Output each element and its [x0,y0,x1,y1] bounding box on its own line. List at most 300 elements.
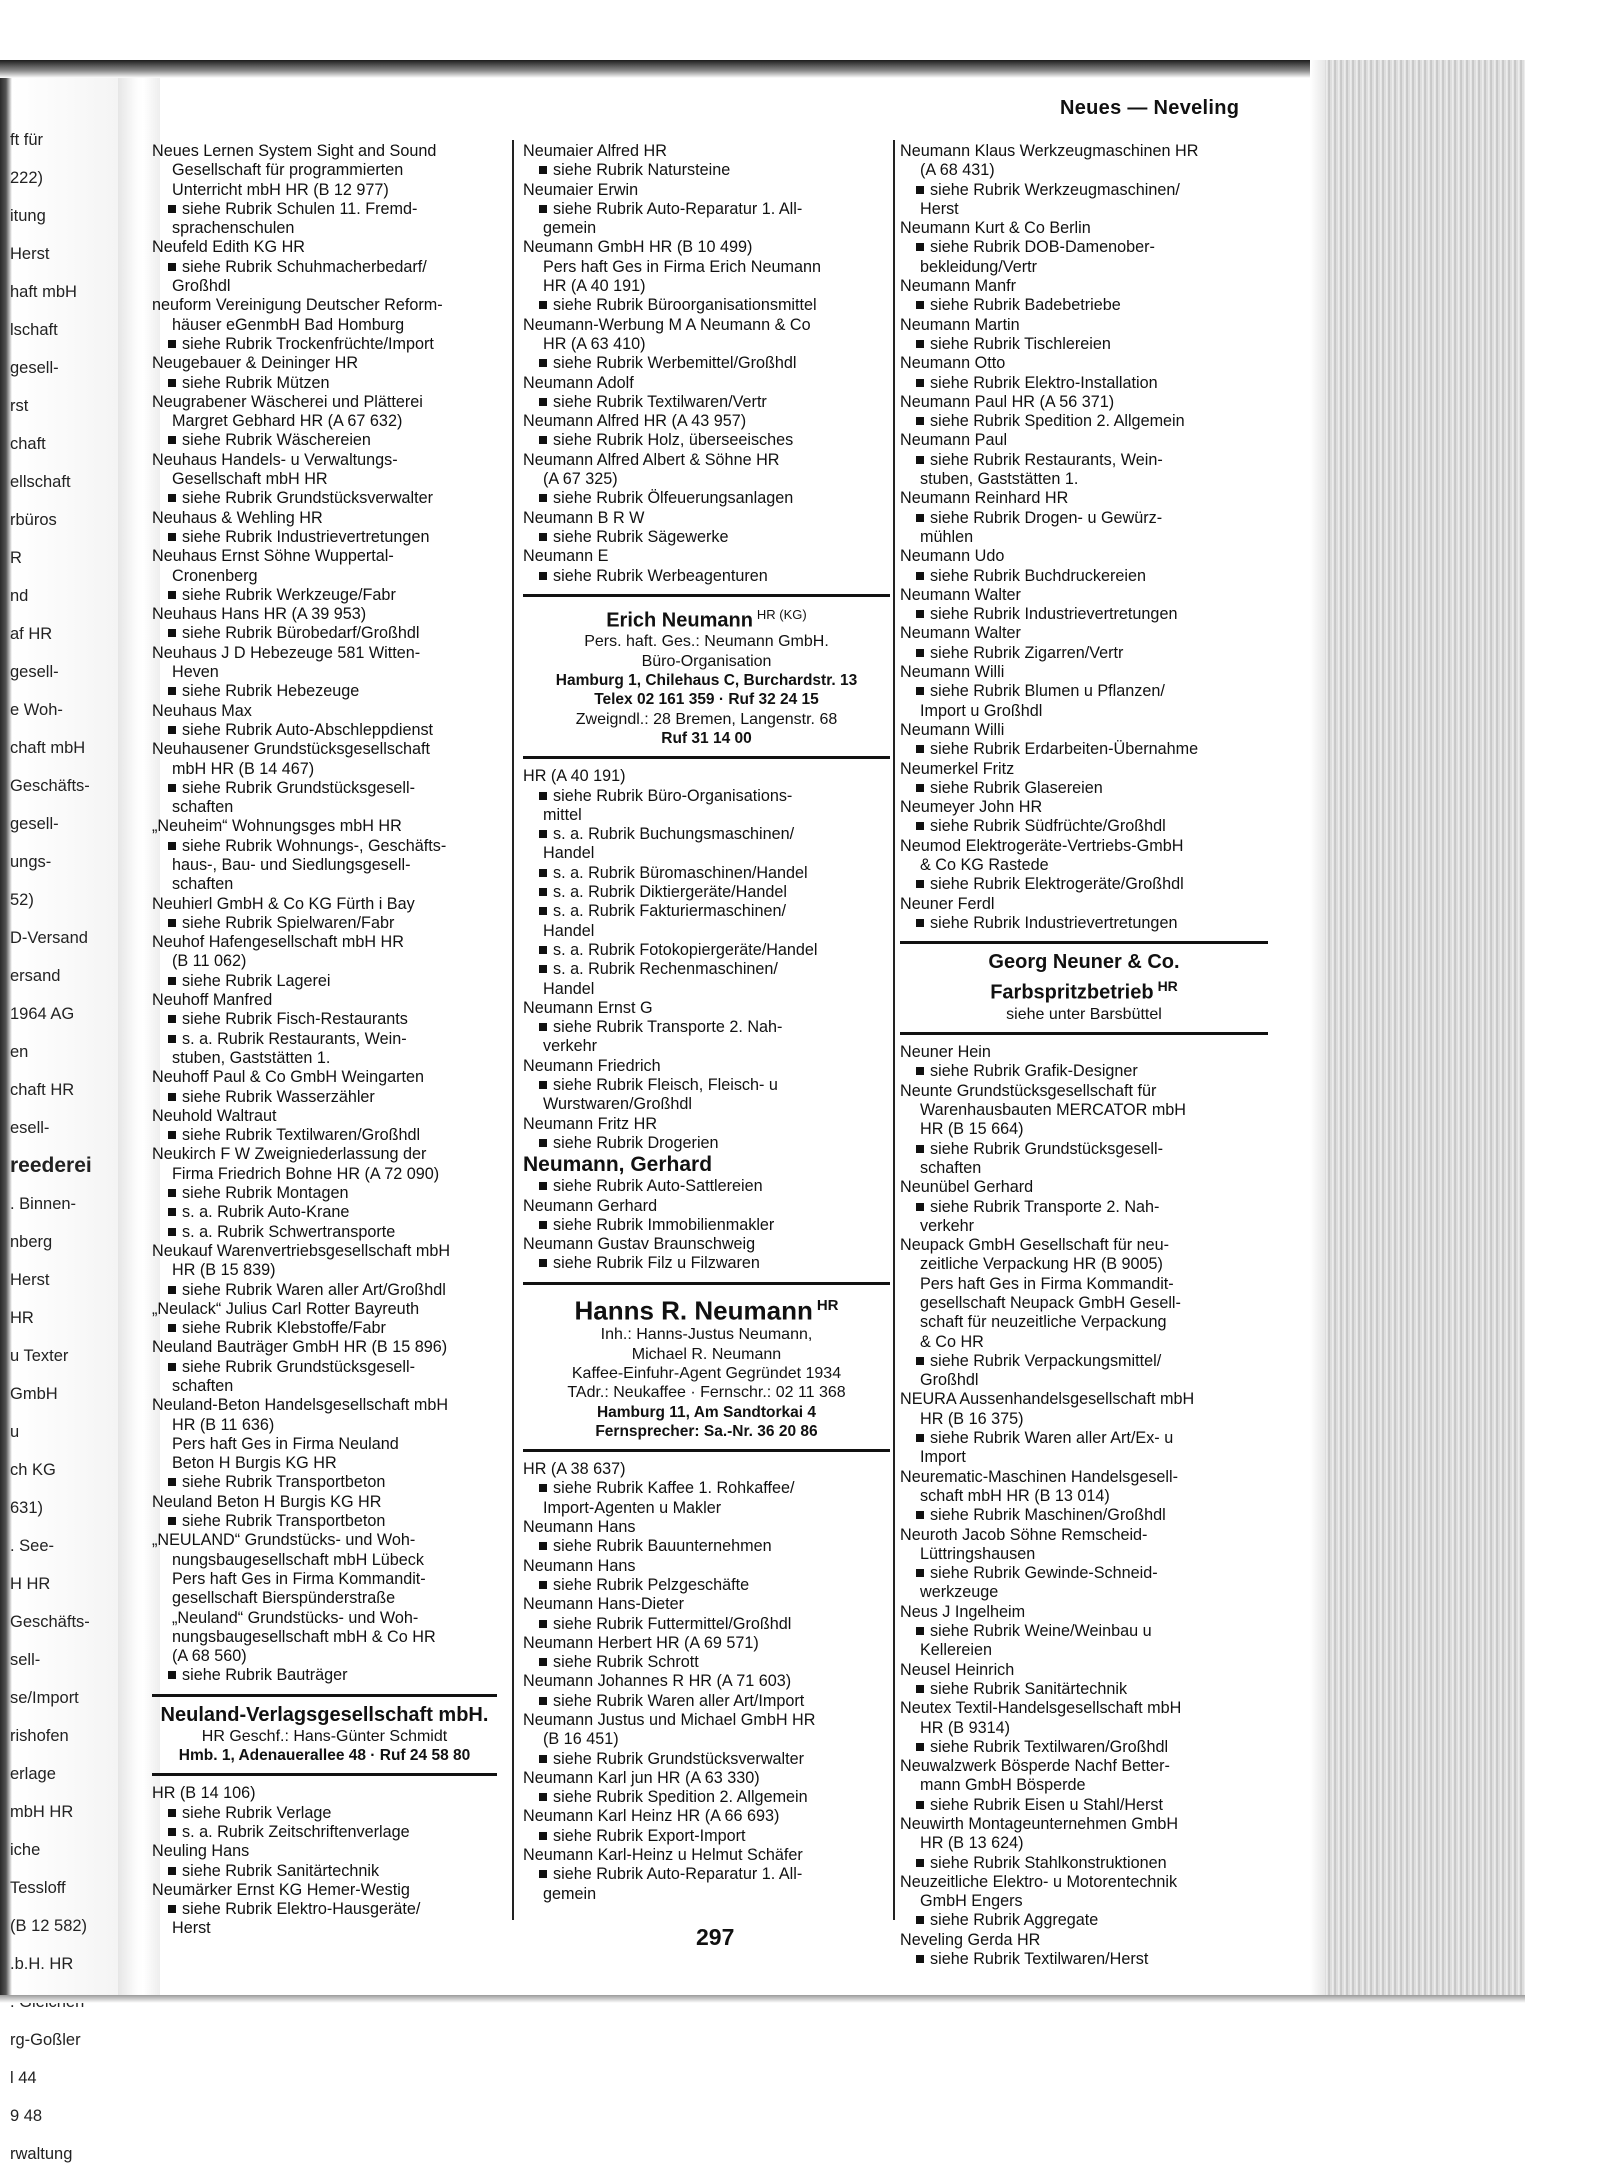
left-page-fragment: itung [10,207,46,225]
directory-entry [523,767,890,999]
left-page-fragment: nberg [10,1233,53,1251]
entry-line: Margret Gebhard HR (A 67 632) [172,412,403,431]
entry-line: siehe Rubrik Werkzeuge/Fabr [152,586,497,605]
entry-line: siehe Rubrik Stahlkonstruktionen [900,1854,1268,1873]
directory-entry [900,1931,1268,1970]
ad-line: Büro-Organisation [641,652,772,670]
entry-line: Pers haft Ges in Firma Erich Neumann [543,257,821,276]
left-page-fragment: sell- [10,1651,41,1669]
left-page-fragment: 1964 AG [10,1005,75,1023]
entry-line: mbH HR (B 14 467) [172,759,315,778]
entry-line: verkehr [920,1216,974,1235]
directory-entry [900,219,1268,277]
bullet-square [539,907,547,915]
bullet-square [916,784,924,792]
entry-line: Neuhaus & Wehling HR [152,508,323,527]
entry-line: Neumann Friedrich [523,1056,661,1075]
left-page-fragment: rbüros [10,511,57,529]
entry-line: Neurematic-Maschinen Handelsgesell- [900,1467,1179,1486]
entry-line: HR (A 38 637) [523,1460,626,1479]
entry-line: Unterricht mbH HR (B 12 977) [172,180,389,199]
directory-entry [152,1107,497,1146]
directory-entry [523,451,890,509]
entry-line: siehe Rubrik Zigarren/Vertr [900,644,1268,663]
entry-line: siehe Rubrik Wasserzähler [152,1088,497,1107]
left-page-fragment: mbH HR [10,1803,74,1821]
entry-line: (A 67 325) [543,470,618,489]
entry-line: Neumann Fritz HR [523,1114,658,1133]
left-page-fragment: ch KG [10,1461,56,1479]
directory-entry [152,1338,497,1396]
advertisement-georg-neuner [900,941,1268,1035]
entry-line: Neuner Ferdl [900,894,995,913]
left-page-fragment: .b.H. HR [10,1955,74,1973]
left-page-fragment: 222) [10,169,44,187]
bullet-square [539,869,547,877]
entry-line: siehe Rubrik Industrievertretungen [900,605,1268,624]
entry-line: siehe Rubrik Aggregate [900,1911,1268,1930]
ad-title-name: Erich Neumann [606,609,753,632]
entry-line: gesellschaft Bierspünderstraße [172,1589,396,1608]
ad-line: TAdr.: Neukaffee · Fernschr.: 02 11 368 [567,1384,846,1402]
bullet-square [916,1859,924,1867]
entry-line: siehe Rubrik Spedition 2. Allgemein [523,1788,890,1807]
entry-line: siehe Rubrik Maschinen/Großhdl [900,1506,1268,1525]
entry-line: siehe Rubrik Spielwaren/Fabr [152,914,497,933]
entry-line: siehe Rubrik Schulen 11. Fremd- [152,200,497,219]
left-page-fragment: rishofen [10,1727,69,1745]
entry-line: HR (A 40 191) [543,277,646,296]
bullet-square [916,1801,924,1809]
directory-entry [900,837,1268,895]
bullet-square [168,1035,176,1043]
entry-line: siehe Rubrik Industrievertretungen [152,528,497,547]
directory-entry [900,1468,1268,1526]
column-divider [893,140,895,1920]
entry-line: siehe Rubrik Auto-Abschleppdienst [152,721,497,740]
entry-line: GmbH Engers [920,1892,1023,1911]
entry-line: siehe Rubrik Holz, überseeisches [523,431,890,450]
left-page-fragment: rwaltung [10,2145,73,2163]
directory-entry [523,1807,890,1846]
entry-line: (B 11 062) [172,952,247,971]
bullet-square [168,1093,176,1101]
entry-line: siehe Rubrik Pelzgeschäfte [523,1576,890,1595]
entry-line: siehe Rubrik Schuhmacherbedarf/ [152,258,497,277]
bullet-square [539,436,547,444]
bullet-square [168,379,176,387]
left-page-fragment: en [10,1043,29,1061]
bullet-square [916,1067,924,1075]
bullet-square [539,965,547,973]
entry-line: Neumann Otto [900,354,1006,373]
bullet-square [168,1228,176,1236]
directory-entry [900,1603,1268,1661]
entry-line: Gesellschaft für programmierten [172,161,404,180]
entry-line: Neuhaus Handels- u Verwaltungs- [152,450,398,469]
left-page-fragment: H HR [10,1575,51,1593]
entry-line: Neumann Gerhard [523,1196,658,1215]
left-page-fragments [10,130,125,2163]
left-page-fragment: lschaft [10,321,58,339]
directory-entry [900,760,1268,799]
entry-line: NEURA Aussenhandelsgesellschaft mbH [900,1390,1195,1409]
directory-entry [900,1082,1268,1178]
left-page-fragment: se/Import [10,1689,79,1707]
entry-line: siehe Rubrik Fisch-Restaurants [152,1010,497,1029]
bullet-square [168,1517,176,1525]
bullet-square [916,186,924,194]
left-page-fragment: iche [10,1841,41,1859]
entry-line: (A 68 431) [920,161,995,180]
entry-line: Import-Agenten u Makler [543,1498,722,1517]
bottom-edge-shadow [0,1995,1525,2003]
bullet-square [168,1208,176,1216]
left-page-fragment: ft für [10,131,44,149]
bullet-square [539,359,547,367]
left-page-fragment: . Binnen- [10,1195,77,1213]
entry-line: Neumann B R W [523,508,645,527]
entry-line: Neuwalzwerk Bösperde Nachf Better- [900,1757,1170,1776]
entry-line: siehe Rubrik Grundstücksgesell- [900,1140,1268,1159]
directory-entry [900,547,1268,586]
entry-line: siehe Rubrik Elektrogeräte/Großhdl [900,875,1268,894]
bullet-square [916,1145,924,1153]
left-page-fragment: ersand [10,967,61,985]
left-page-fragment: Herst [10,1271,50,1289]
bullet-square [539,1182,547,1190]
entry-line: HR (B 15 839) [172,1261,276,1280]
entry-line: siehe Rubrik Export-Import [523,1827,890,1846]
directory-entry [523,142,890,181]
entry-line: siehe Rubrik Textilwaren/Großhdl [900,1738,1268,1757]
directory-entry [523,1846,890,1904]
bullet-square [916,456,924,464]
ad-line: Zweigndl.: 28 Bremen, Langenstr. 68 [575,710,838,728]
directory-entry [523,181,890,239]
entry-line: siehe Rubrik Sägewerke [523,528,890,547]
directory-entry [152,1300,497,1339]
entry-line: Heven [172,663,219,682]
entry-line: zeitliche Verpackung HR (B 9005) [920,1255,1163,1274]
entry-line: nungsbaugesellschaft mbH Lübeck [172,1550,424,1569]
directory-entry [523,547,890,586]
left-page-fragment: gesell- [10,663,59,681]
directory-entry [523,1235,890,1274]
directory-entry [523,1115,890,1154]
entry-line: siehe Rubrik Transportbeton [152,1473,497,1492]
entry-line: gemein [543,219,597,238]
directory-column-2 [523,142,890,1904]
entry-line: sprachenschulen [172,219,295,238]
left-page-fragment: (B 12 582) [10,1917,88,1935]
directory-entry [523,1557,890,1596]
entry-line: Neuhaus Hans HR (A 39 953) [152,605,367,624]
bullet-square [539,1581,547,1589]
bullet-square [539,572,547,580]
left-page-fragment: u Texter [10,1347,69,1365]
entry-line: Neumann Paul [900,431,1008,450]
ad-line: Inh.: Hanns-Justus Neumann, [600,1326,813,1344]
directory-entry [152,817,497,894]
entry-line: „Neuheim“ Wohnungsges mbH HR [152,817,402,836]
entry-line: Neuhoff Paul & Co GmbH Weingarten [152,1068,425,1087]
entry-line: siehe Rubrik Buchdruckereien [900,567,1268,586]
ad-title: Neuland-Verlagsgesellschaft mbH. [160,1703,489,1726]
directory-entry [900,798,1268,837]
entry-line: Neukirch F W Zweigniederlassung der [152,1145,427,1164]
entry-line: siehe Rubrik Kaffee 1. Rohkaffee/ [523,1479,890,1498]
entry-line: Neus J Ingelheim [900,1602,1026,1621]
entry-line: Pers haft Ges in Firma Neuland [172,1434,399,1453]
entry-line: Neusel Heinrich [900,1660,1015,1679]
left-page-fragment: ungs- [10,853,52,871]
directory-entry [152,142,497,238]
directory-entry [900,316,1268,355]
entry-line: & Co KG Rastede [920,855,1049,874]
bullet-square [916,243,924,251]
entry-line: Neumärker Ernst KG Hemer-Westig [152,1880,410,1899]
entry-line: Neuroth Jacob Söhne Remscheid- [900,1525,1148,1544]
directory-entry [900,1526,1268,1603]
left-page-fragment: 631) [10,1499,44,1517]
ad-contact-line: Hmb. 1, Adenauerallee 48 · Ruf 24 58 80 [178,1747,471,1765]
entry-line: Cronenberg [172,566,258,585]
directory-entry [523,1711,890,1769]
entry-line: Neveling Gerda HR [900,1930,1041,1949]
entry-line: neuform Vereinigung Deutscher Reform- [152,296,443,315]
bullet-square [916,880,924,888]
entry-line: bekleidung/Vertr [920,257,1037,276]
directory-entry [900,277,1268,316]
entry-line: siehe Rubrik Klebstoffe/Fabr [152,1319,497,1338]
bullet-square [916,1916,924,1924]
entry-line: s. a. Rubrik Restaurants, Wein- [152,1030,497,1049]
entry-line: Neupack GmbH Gesellschaft für neu- [900,1236,1170,1255]
directory-entry [523,1672,890,1711]
entry-line: siehe Rubrik Werkzeugmaschinen/ [900,181,1268,200]
left-page-fragment: R [10,549,22,567]
directory-entry [152,933,497,991]
entry-line: Import u Großhdl [920,701,1043,720]
bullet-square [168,205,176,213]
entry-line: siehe Rubrik Filz u Filzwaren [523,1254,890,1273]
entry-line: siehe Rubrik Wäschereien [152,431,497,450]
entry-line: Neunte Grundstücksgesellschaft für [900,1081,1157,1100]
entry-line: siehe Rubrik Eisen u Stahl/Herst [900,1796,1268,1815]
directory-entry [152,354,497,393]
bullet-square [168,1189,176,1197]
directory-entry [900,895,1268,934]
entry-line: Neumann Hans [523,1556,636,1575]
entry-line: siehe Rubrik Mützen [152,374,497,393]
entry-line: Neuzeitliche Elektro- u Motorentechnik [900,1872,1178,1891]
bullet-square [168,1867,176,1875]
left-page-fragment: u [10,1423,20,1441]
bullet-square [916,1357,924,1365]
directory-entry [152,1396,497,1492]
left-page-fragment: chaft HR [10,1081,75,1099]
entry-line: siehe Rubrik Hebezeuge [152,682,497,701]
directory-entry [900,142,1268,219]
bullet-square [916,572,924,580]
bullet-square [168,1015,176,1023]
bullet-square [539,301,547,309]
bullet-square [168,591,176,599]
entry-line: HR (B 15 664) [920,1120,1024,1139]
bullet-square [168,1131,176,1139]
directory-entry [900,431,1268,489]
bullet-square [539,1221,547,1229]
bullet-square [539,533,547,541]
bullet-square [168,1905,176,1913]
entry-line: Neumann Klaus Werkzeugmaschinen HR [900,142,1199,160]
entry-line: Import [920,1448,966,1467]
entry-line: stuben, Gaststätten 1. [172,1048,331,1067]
entry-line: Neumann Alfred Albert & Söhne HR [523,450,780,469]
directory-entry [900,586,1268,625]
entry-line: Neues Lernen System Sight and Sound [152,142,437,160]
directory-entry [152,605,497,644]
entry-line: Neuwirth Montageunternehmen GmbH [900,1815,1179,1833]
entry-line: siehe Rubrik Bauunternehmen [523,1537,890,1556]
entry-line: Gesellschaft mbH HR [172,470,328,489]
directory-entry [900,624,1268,663]
bullet-square [168,494,176,502]
entry-line: Neumann Herbert HR (A 69 571) [523,1633,759,1652]
entry-line: siehe Rubrik Transporte 2. Nah- [900,1198,1268,1217]
entry-line: siehe Rubrik Textilwaren/Herst [900,1950,1268,1969]
entry-line: Neumann Willi [900,663,1005,682]
entry-line: Neuland-Beton Handelsgesellschaft mbH [152,1396,449,1415]
entry-line: siehe Rubrik Drogerien [523,1134,890,1153]
entry-line: Großhdl [172,277,231,296]
entry-line: siehe Rubrik Grundstücksverwalter [152,489,497,508]
ad-contact-line: Ruf 31 14 00 [661,729,752,747]
entry-line: Neumann Manfr [900,277,1017,296]
bullet-square [539,205,547,213]
entry-line: „Neulack“ Julius Carl Rotter Bayreuth [152,1299,420,1318]
bullet-square [916,1434,924,1442]
column-divider [512,140,514,1920]
directory-column-3 [900,142,1268,1969]
entry-line: Neutex Textil-Handelsgesellschaft mbH [900,1699,1182,1718]
entry-line: Neuhaus J D Hebezeuge 581 Witten- [152,643,421,662]
left-page-fragment: gesell- [10,359,59,377]
bullet-square [539,946,547,954]
bullet-square [539,1755,547,1763]
entry-line: Neumann E [523,547,609,566]
entry-line: HR (A 40 191) [523,767,626,786]
bullet-square [168,1286,176,1294]
directory-entry [152,547,497,605]
directory-entry [152,393,497,451]
entry-line: Neumann Walter [900,585,1021,604]
entry-line: Firma Friedrich Bohne HR (A 72 090) [172,1164,440,1183]
bullet-square [539,888,547,896]
directory-entry [152,740,497,817]
directory-entry [523,238,890,315]
entry-line: siehe Rubrik Wohnungs-, Geschäfts- [152,837,497,856]
directory-entry [523,412,890,451]
left-page-fragment: nd [10,587,29,605]
ad-line: Kaffee-Einfuhr-Agent Gegründet 1934 [571,1364,842,1382]
directory-entry [523,1595,890,1634]
left-page-fragment: reederei [10,1154,92,1177]
directory-entry [152,991,497,1068]
left-page-fragment: gesell- [10,815,59,833]
entry-line: Neuland Beton H Burgis KG HR [152,1492,382,1511]
entry-line: siehe Rubrik Industrievertretungen [900,914,1268,933]
entry-line: Neunübel Gerhard [900,1178,1034,1197]
entry-line: Neumann Paul HR (A 56 371) [900,392,1115,411]
entry-line: Neumann Justus und Michael GmbH HR [523,1710,816,1729]
directory-entry [523,1769,890,1808]
bullet-square [916,610,924,618]
bold-entry-name: Neumann, Gerhard [523,1153,713,1177]
ad-contact-line: Hamburg 11, Am Sandtorkai 4 [596,1403,817,1421]
entry-line: siehe Rubrik Verpackungsmittel/ [900,1352,1268,1371]
entry-line: Herst [920,199,959,218]
entry-line: Neuhoff Manfred [152,991,273,1010]
directory-entry [900,721,1268,760]
entry-line: Neumann Hans-Dieter [523,1595,685,1614]
entry-line: siehe Rubrik Elektro-Installation [900,374,1268,393]
entry-line: siehe Rubrik Auto-Reparatur 1. All- [523,1865,890,1884]
directory-entry [900,393,1268,432]
entry-line: siehe Rubrik Natursteine [523,161,890,180]
ad-contact-line: Telex 02 161 359 · Ruf 32 24 15 [594,691,819,709]
ad-subtitle-name: Farbspritzbetrieb [990,981,1154,1004]
entry-line: siehe Rubrik Transporte 2. Nah- [523,1018,890,1037]
entry-line: siehe Rubrik Sanitärtechnik [152,1862,497,1881]
directory-entry [900,663,1268,721]
entry-line: s. a. Rubrik Zeitschriftenverlage [152,1823,497,1842]
directory-entry [523,509,890,548]
entry-line: gemein [543,1884,597,1903]
left-page-fragment: Geschäfts- [10,1613,90,1631]
entry-line: Neumerkel Fritz [900,759,1015,778]
entry-line: & Co HR [920,1332,984,1351]
bullet-square [916,1627,924,1635]
directory-entry [900,1757,1268,1815]
entry-line: siehe Rubrik Büro-Organisations- [523,787,890,806]
left-page-fragment: 52) [10,891,34,909]
entry-line: siehe Rubrik Trockenfrüchte/Import [152,335,497,354]
ad-line: siehe unter Barsbüttel [1006,1005,1162,1023]
left-page-fragment: GmbH [10,1385,58,1403]
bullet-square [168,1478,176,1486]
entry-line: Neumann GmbH HR (B 10 499) [523,238,753,257]
directory-entry [152,1242,497,1300]
entry-line: Neuhaus Ernst Söhne Wuppertal- [152,547,394,566]
entry-line: haus-, Bau- und Siedlungsgesell- [172,855,411,874]
bullet-square [539,1870,547,1878]
directory-entry [523,1057,890,1115]
entry-line: Neumod Elektrogeräte-Vertriebs-GmbH [900,836,1184,855]
directory-entry [900,1873,1268,1931]
left-page-fragment: esell- [10,1119,50,1137]
advertisement-neuland-verlag [152,1694,497,1777]
directory-entry [523,999,890,1057]
entry-line: schaft für neuzeitliche Verpackung [920,1313,1167,1332]
entry-line: siehe Rubrik Montagen [152,1184,497,1203]
entry-line: schaft mbH HR (B 13 014) [920,1486,1110,1505]
entry-line: Wurstwaren/Großhdl [543,1095,693,1114]
entry-line: Neuling Hans [152,1842,250,1861]
ad-title [527,1291,886,1326]
entry-line: Neufeld Edith KG HR [152,238,305,257]
